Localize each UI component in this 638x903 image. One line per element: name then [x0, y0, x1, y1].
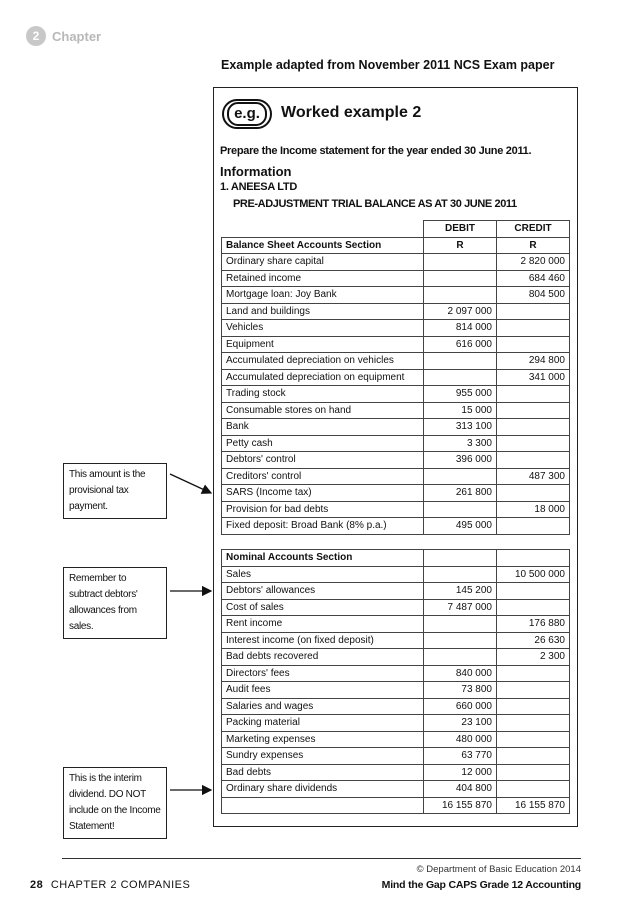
debit-cell: 7 487 000: [424, 599, 497, 616]
debit-cell: 480 000: [424, 731, 497, 748]
footer-page-info: [30, 879, 190, 891]
credit-cell: 18 000: [497, 501, 570, 518]
tax-note-arrow: [170, 474, 211, 493]
company-line: 1. ANEESA LTD: [220, 181, 297, 193]
debit-cell: 145 200: [424, 583, 497, 600]
debit-cell: 396 000: [424, 452, 497, 469]
account-name-cell: Debtors' allowances: [222, 583, 424, 600]
account-name-cell: Sundry expenses: [222, 748, 424, 765]
total-credit-cell: 16 155 870: [497, 797, 570, 814]
account-name-cell: Audit fees: [222, 682, 424, 699]
credit-column-header: CREDIT: [497, 221, 570, 238]
credit-cell: 341 000: [497, 369, 570, 386]
account-name-cell: Mortgage loan: Joy Bank: [222, 287, 424, 304]
debit-cell: 23 100: [424, 715, 497, 732]
credit-cell: 804 500: [497, 287, 570, 304]
copyright-text: © Department of Basic Education 2014: [416, 864, 581, 875]
credit-cell: 176 880: [497, 616, 570, 633]
account-name-cell: Packing material: [222, 715, 424, 732]
debit-cell: 404 800: [424, 781, 497, 798]
account-name-cell: Debtors' control: [222, 452, 424, 469]
footer-chapter-label: CHAPTER 2 COMPANIES: [50, 879, 191, 891]
debit-cell: 840 000: [424, 665, 497, 682]
tax-note-callout: This amount is the provisional tax payment.: [63, 463, 167, 519]
credit-cell: 294 800: [497, 353, 570, 370]
debit-cell: 15 000: [424, 402, 497, 419]
debit-cell: 2 097 000: [424, 303, 497, 320]
debit-cell: 495 000: [424, 518, 497, 535]
account-name-cell: Accumulated depreciation on vehicles: [222, 353, 424, 370]
account-name-cell: Provision for bad debts: [222, 501, 424, 518]
information-heading: Information: [220, 164, 292, 179]
account-name-cell: Bank: [222, 419, 424, 436]
debit-cell: 63 770: [424, 748, 497, 765]
example-badge-label: e.g.: [227, 102, 267, 126]
account-name-cell: Equipment: [222, 336, 424, 353]
credit-cell: 2 820 000: [497, 254, 570, 271]
account-name-cell: Marketing expenses: [222, 731, 424, 748]
debit-cell: 660 000: [424, 698, 497, 715]
account-name-cell: Petty cash: [222, 435, 424, 452]
account-name-cell: Trading stock: [222, 386, 424, 403]
nominal-section-title: Nominal Accounts Section: [222, 550, 424, 567]
account-name-cell: Vehicles: [222, 320, 424, 337]
debit-cell: 955 000: [424, 386, 497, 403]
page-number: 28: [30, 879, 44, 891]
debit-cell: 73 800: [424, 682, 497, 699]
account-name-cell: Fixed deposit: Broad Bank (8% p.a.): [222, 518, 424, 535]
account-name-cell: Bad debts: [222, 764, 424, 781]
account-name-cell: Salaries and wages: [222, 698, 424, 715]
example-instruction: Prepare the Income statement for the year ended 30 June 2011.: [220, 145, 532, 157]
debit-cell: 313 100: [424, 419, 497, 436]
debit-column-header: DEBIT: [424, 221, 497, 238]
debit-cell: 3 300: [424, 435, 497, 452]
account-name-cell: Directors' fees: [222, 665, 424, 682]
trial-balance-heading: PRE-ADJUSTMENT TRIAL BALANCE AS AT 30 JUNE 2011: [233, 198, 517, 210]
credit-cell: 684 460: [497, 270, 570, 287]
debit-currency-label: R: [424, 237, 497, 254]
chapter-number-badge: 2: [26, 26, 46, 46]
credit-cell: 10 500 000: [497, 566, 570, 583]
account-name-cell: Creditors' control: [222, 468, 424, 485]
account-name-cell: Cost of sales: [222, 599, 424, 616]
balance-sheet-section-title: Balance Sheet Accounts Section: [222, 237, 424, 254]
dividend-note-callout: This is the interim dividend. DO NOT include on the Income Statement!: [63, 767, 167, 839]
account-name-cell: Consumable stores on hand: [222, 402, 424, 419]
account-name-cell: Retained income: [222, 270, 424, 287]
total-debit-cell: 16 155 870: [424, 797, 497, 814]
debit-cell: 12 000: [424, 764, 497, 781]
account-name-cell: Interest income (on fixed deposit): [222, 632, 424, 649]
account-name-cell: Accumulated depreciation on equipment: [222, 369, 424, 386]
account-name-cell: Land and buildings: [222, 303, 424, 320]
book-title: Mind the Gap CAPS Grade 12 Accounting: [381, 879, 581, 891]
account-name-cell: Rent income: [222, 616, 424, 633]
source-note: Example adapted from November 2011 NCS Exam paper: [221, 58, 555, 72]
credit-cell: 26 630: [497, 632, 570, 649]
footer-divider: [62, 858, 581, 859]
account-name-cell: Bad debts recovered: [222, 649, 424, 666]
credit-cell: 487 300: [497, 468, 570, 485]
debit-cell: 616 000: [424, 336, 497, 353]
chapter-label: Chapter: [52, 28, 102, 44]
account-name-cell: Ordinary share dividends: [222, 781, 424, 798]
allowances-note-callout: Remember to subtract debtors' allowances from sales.: [63, 567, 167, 639]
debit-cell: 261 800: [424, 485, 497, 502]
debit-cell: 814 000: [424, 320, 497, 337]
account-name-cell: Sales: [222, 566, 424, 583]
example-title: Worked example 2: [281, 104, 422, 121]
account-name-cell: Ordinary share capital: [222, 254, 424, 271]
credit-currency-label: R: [497, 237, 570, 254]
account-name-cell: SARS (Income tax): [222, 485, 424, 502]
credit-cell: 2 300: [497, 649, 570, 666]
